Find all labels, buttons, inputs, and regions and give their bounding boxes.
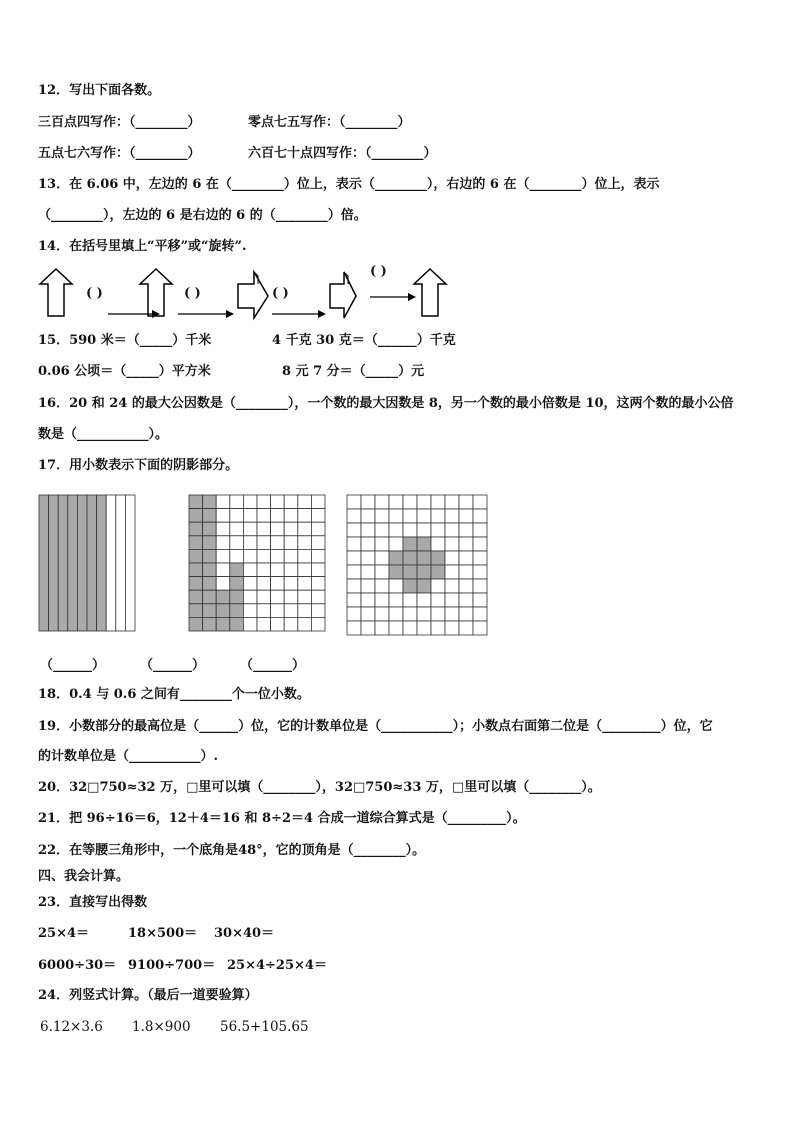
- q16-line2: 数是（___________）。: [38, 427, 169, 442]
- q15-item-a: 15．590 米＝（_____）千米: [38, 333, 212, 348]
- grid-cell: [257, 495, 271, 509]
- grid-cell: [375, 607, 389, 621]
- grid-cell: [271, 604, 285, 618]
- grid-cell: [271, 563, 285, 577]
- q23-r1-c3: 30×40＝: [214, 926, 275, 941]
- grid-cell: [298, 495, 312, 509]
- grid-cell: [284, 509, 298, 523]
- grid-cell: [203, 590, 217, 604]
- grid-cell: [417, 537, 431, 551]
- grid-cell: [417, 495, 431, 509]
- grid-cell: [431, 565, 445, 579]
- grid-cell: [445, 509, 459, 523]
- q23-r1-c1: 25×4＝: [38, 926, 90, 941]
- grid-cell: [389, 607, 403, 621]
- grid-cell: [271, 617, 285, 631]
- grid-cell: [298, 590, 312, 604]
- q17-figure-grid-cross: [346, 494, 488, 636]
- grid-cell: [389, 593, 403, 607]
- grid-cell: [271, 590, 285, 604]
- grid-cell: [459, 593, 473, 607]
- grid-cell: [284, 617, 298, 631]
- grid-cell: [203, 509, 217, 523]
- grid-cell: [230, 509, 244, 523]
- q24-title: 24．列竖式计算。（最后一道要验算）: [38, 988, 258, 1003]
- grid-cell: [445, 621, 459, 635]
- grid-cell: [389, 509, 403, 523]
- q17-figure-grid-left: [188, 494, 328, 634]
- grid-cell: [311, 549, 325, 563]
- grid-cell: [271, 577, 285, 591]
- section-4-heading: 四、我会计算。: [38, 869, 130, 884]
- grid-cell: [459, 579, 473, 593]
- grid-cell: [216, 549, 230, 563]
- grid-cell: [361, 509, 375, 523]
- grid-cell: [375, 579, 389, 593]
- grid-cell: [445, 523, 459, 537]
- grid-cell: [311, 495, 325, 509]
- grid-cell: [389, 565, 403, 579]
- q14-paren-2: ( ): [184, 286, 201, 301]
- q18-line: 18．0.4 与 0.6 之间有________个一位小数。: [38, 687, 310, 702]
- grid-cell: [473, 523, 487, 537]
- grid-cell: [417, 551, 431, 565]
- grid-cell: [459, 621, 473, 635]
- grid-cell: [403, 593, 417, 607]
- grid-cell: [473, 495, 487, 509]
- grid-cell: [473, 565, 487, 579]
- grid-cell: [473, 621, 487, 635]
- q23-r2-c1: 6000÷30＝: [38, 958, 117, 973]
- transform-arrowhead-3: [318, 310, 326, 318]
- q24-item-1: 6.12×3.6: [40, 1019, 103, 1035]
- grid-cell: [230, 522, 244, 536]
- grid-cell: [216, 590, 230, 604]
- grid-cell: [203, 549, 217, 563]
- grid-cell: [347, 621, 361, 635]
- q17-answer-1: （______）: [40, 658, 106, 673]
- q12-title: 12．写出下面各数。: [38, 83, 161, 98]
- strip-cell: [49, 495, 59, 631]
- q14-paren-3: ( ): [272, 286, 289, 301]
- grid-cell: [243, 617, 257, 631]
- grid-cell: [257, 522, 271, 536]
- grid-cell: [257, 549, 271, 563]
- grid-cell: [417, 509, 431, 523]
- grid-cell: [361, 495, 375, 509]
- grid-cell: [311, 590, 325, 604]
- grid-cell: [375, 621, 389, 635]
- grid-cell: [203, 495, 217, 509]
- grid-cell: [431, 495, 445, 509]
- grid-cell: [445, 579, 459, 593]
- grid-cell: [347, 551, 361, 565]
- grid-cell: [189, 549, 203, 563]
- q16-line1: 16．20 和 24 的最大公因数是（________），一个数的最大因数是 8，另一个数的最小倍数是 10，这两个数的最小公倍: [38, 396, 734, 411]
- grid-cell: [216, 536, 230, 550]
- grid-cell: [403, 607, 417, 621]
- strip-cell: [97, 495, 107, 631]
- strip-cell: [116, 495, 126, 631]
- grid-cell: [311, 577, 325, 591]
- grid-cell: [403, 579, 417, 593]
- grid-cell: [403, 495, 417, 509]
- grid-cell: [459, 523, 473, 537]
- grid-cell: [375, 523, 389, 537]
- grid-cell: [347, 523, 361, 537]
- strip-cell: [77, 495, 87, 631]
- up-arrow-shape-2: [140, 269, 172, 316]
- grid-cell: [361, 621, 375, 635]
- grid-cell: [243, 563, 257, 577]
- grid-cell: [347, 495, 361, 509]
- grid-cell: [347, 537, 361, 551]
- grid-cell: [257, 536, 271, 550]
- q12-item-c: 五点七六写作：（________）: [38, 146, 201, 161]
- grid-cell: [271, 509, 285, 523]
- strip-cell: [125, 495, 135, 631]
- grid-cell: [375, 509, 389, 523]
- q17-figure-strips: [38, 494, 178, 634]
- grid-cell: [257, 577, 271, 591]
- grid-cell: [431, 523, 445, 537]
- grid-cell: [216, 509, 230, 523]
- grid-cell: [216, 495, 230, 509]
- grid-cell: [230, 549, 244, 563]
- grid-cell: [189, 495, 203, 509]
- grid-cell: [189, 577, 203, 591]
- grid-cell: [311, 522, 325, 536]
- grid-cell: [298, 522, 312, 536]
- grid-cell: [284, 604, 298, 618]
- grid-cell: [203, 577, 217, 591]
- grid-cell: [445, 593, 459, 607]
- grid-cell: [417, 579, 431, 593]
- q14-title: 14．在括号里填上“平移”或“旋转”.: [38, 239, 247, 254]
- grid-cell: [431, 621, 445, 635]
- grid-cell: [459, 607, 473, 621]
- q12-item-d: 六百七十点四写作：（________）: [248, 146, 437, 161]
- grid-cell: [389, 621, 403, 635]
- grid-cell: [243, 522, 257, 536]
- grid-cell: [361, 551, 375, 565]
- grid-cell: [311, 563, 325, 577]
- grid-cell: [284, 536, 298, 550]
- q23-r1-c2: 18×500＝: [128, 926, 198, 941]
- grid-cell: [431, 509, 445, 523]
- grid-cell: [189, 536, 203, 550]
- grid-cell: [216, 577, 230, 591]
- grid-cell: [445, 607, 459, 621]
- grid-cell: [298, 563, 312, 577]
- grid-cell: [216, 563, 230, 577]
- grid-cell: [445, 551, 459, 565]
- q23-title: 23．直接写出得数: [38, 895, 148, 910]
- q13-line1: 13．在 6.06 中，左边的 6 在（________）位上，表示（________），右边的 6 在（________）位上，表示: [38, 177, 660, 192]
- q19-line2: 的计数单位是（___________）.: [38, 749, 219, 764]
- grid-cell: [347, 593, 361, 607]
- grid-cell: [473, 607, 487, 621]
- grid-cell: [389, 495, 403, 509]
- q15-item-c: 0.06 公顷＝（_____）平方米: [38, 364, 211, 379]
- grid-cell: [445, 537, 459, 551]
- grid-cell: [403, 565, 417, 579]
- strip-cell: [68, 495, 78, 631]
- q24-item-3: 56.5+105.65: [220, 1019, 309, 1035]
- grid-cell: [417, 607, 431, 621]
- q20-line: 20．32□750≈32 万，□里可以填（________），32□750≈33 万，□里可以填（________）。: [38, 780, 601, 795]
- grid-cell: [459, 537, 473, 551]
- grid-cell: [257, 617, 271, 631]
- grid-cell: [473, 551, 487, 565]
- grid-cell: [243, 495, 257, 509]
- q14-paren-1: ( ): [86, 286, 103, 301]
- grid-cell: [203, 536, 217, 550]
- grid-cell: [459, 509, 473, 523]
- grid-cell: [243, 536, 257, 550]
- grid-cell: [375, 593, 389, 607]
- grid-cell: [257, 563, 271, 577]
- grid-cell: [284, 563, 298, 577]
- transform-arrowhead-2: [226, 310, 234, 318]
- grid-cell: [403, 509, 417, 523]
- q17-title: 17．用小数表示下面的阴影部分。: [38, 458, 239, 473]
- grid-cell: [298, 549, 312, 563]
- transform-arrowhead-1: [152, 310, 160, 318]
- grid-cell: [230, 577, 244, 591]
- grid-cell: [431, 551, 445, 565]
- grid-cell: [243, 549, 257, 563]
- strip-cell: [106, 495, 116, 631]
- grid-cell: [417, 565, 431, 579]
- grid-cell: [284, 522, 298, 536]
- grid-cell: [243, 604, 257, 618]
- grid-cell: [431, 579, 445, 593]
- grid-cell: [347, 607, 361, 621]
- grid-cell: [271, 549, 285, 563]
- grid-cell: [230, 617, 244, 631]
- grid-cell: [230, 563, 244, 577]
- q17-answer-2: （______）: [140, 658, 206, 673]
- q24-item-2: 1.8×900: [132, 1019, 191, 1035]
- grid-cell: [361, 523, 375, 537]
- grid-cell: [361, 607, 375, 621]
- q22-line: 22．在等腰三角形中，一个底角是48°，它的顶角是（________）。: [38, 843, 426, 858]
- grid-cell: [403, 523, 417, 537]
- grid-cell: [189, 617, 203, 631]
- grid-cell: [375, 551, 389, 565]
- grid-cell: [230, 590, 244, 604]
- grid-cell: [243, 509, 257, 523]
- grid-cell: [189, 563, 203, 577]
- grid-cell: [375, 565, 389, 579]
- grid-cell: [417, 523, 431, 537]
- grid-cell: [216, 604, 230, 618]
- grid-cell: [459, 551, 473, 565]
- grid-cell: [403, 621, 417, 635]
- grid-cell: [189, 522, 203, 536]
- q15-item-d: 8 元 7 分＝（_____）元: [282, 364, 425, 379]
- grid-cell: [389, 523, 403, 537]
- grid-cell: [473, 537, 487, 551]
- grid-cell: [257, 604, 271, 618]
- grid-cell: [298, 604, 312, 618]
- grid-cell: [189, 590, 203, 604]
- grid-cell: [298, 617, 312, 631]
- grid-cell: [271, 495, 285, 509]
- grid-cell: [311, 509, 325, 523]
- grid-cell: [203, 522, 217, 536]
- q21-line: 21．把 96÷16＝6，12＋4＝16 和 8÷2＝4 合成一道综合算式是（_________）。: [38, 811, 526, 826]
- grid-cell: [361, 565, 375, 579]
- grid-cell: [403, 551, 417, 565]
- q12-item-b: 零点七五写作：（________）: [248, 115, 411, 130]
- grid-cell: [389, 579, 403, 593]
- q14-paren-4: ( ): [370, 264, 387, 279]
- grid-cell: [473, 509, 487, 523]
- up-arrow-shape-1: [40, 269, 72, 316]
- grid-cell: [375, 495, 389, 509]
- q23-r2-c2: 9100÷700＝: [128, 958, 216, 973]
- q12-item-a: 三百点四写作：（________）: [38, 115, 201, 130]
- grid-cell: [375, 537, 389, 551]
- grid-cell: [216, 522, 230, 536]
- grid-cell: [257, 509, 271, 523]
- q15-item-b: 4 千克 30 克＝（______）千克: [272, 333, 456, 348]
- q23-r2-c3: 25×4÷25×4＝: [227, 958, 327, 973]
- grid-cell: [230, 604, 244, 618]
- grid-cell: [284, 577, 298, 591]
- grid-cell: [389, 551, 403, 565]
- grid-cell: [459, 565, 473, 579]
- grid-cell: [347, 579, 361, 593]
- grid-cell: [311, 604, 325, 618]
- grid-cell: [431, 537, 445, 551]
- grid-cell: [431, 593, 445, 607]
- q17-answer-3: （______）: [240, 658, 306, 673]
- grid-cell: [389, 537, 403, 551]
- grid-cell: [298, 509, 312, 523]
- grid-cell: [417, 593, 431, 607]
- grid-cell: [445, 565, 459, 579]
- grid-cell: [284, 549, 298, 563]
- grid-cell: [216, 617, 230, 631]
- grid-cell: [189, 604, 203, 618]
- grid-cell: [203, 604, 217, 618]
- right-arrow-shape-1: [238, 272, 268, 318]
- grid-cell: [311, 536, 325, 550]
- grid-cell: [473, 579, 487, 593]
- q13-line2: （________），左边的 6 是右边的 6 的（________）倍。: [38, 208, 367, 223]
- grid-cell: [203, 617, 217, 631]
- grid-cell: [311, 617, 325, 631]
- transform-arrowhead-4: [408, 293, 416, 301]
- grid-cell: [243, 577, 257, 591]
- grid-cell: [473, 593, 487, 607]
- right-arrow-shape-2: [330, 272, 356, 318]
- grid-cell: [257, 590, 271, 604]
- grid-cell: [271, 536, 285, 550]
- grid-cell: [431, 607, 445, 621]
- grid-cell: [271, 522, 285, 536]
- grid-cell: [298, 536, 312, 550]
- q19-line1: 19．小数部分的最高位是（______）位，它的计数单位是（___________）；小数点右面第二位是（_________）位，它: [38, 719, 713, 734]
- strip-cell: [39, 495, 49, 631]
- grid-cell: [298, 577, 312, 591]
- grid-cell: [189, 509, 203, 523]
- grid-cell: [347, 565, 361, 579]
- grid-cell: [203, 563, 217, 577]
- grid-cell: [445, 495, 459, 509]
- grid-cell: [284, 495, 298, 509]
- strip-cell: [87, 495, 97, 631]
- grid-cell: [361, 579, 375, 593]
- grid-cell: [230, 536, 244, 550]
- grid-cell: [417, 621, 431, 635]
- grid-cell: [403, 537, 417, 551]
- up-arrow-shape-3: [414, 269, 446, 316]
- strip-cell: [58, 495, 68, 631]
- grid-cell: [243, 590, 257, 604]
- grid-cell: [361, 593, 375, 607]
- grid-cell: [459, 495, 473, 509]
- grid-cell: [347, 509, 361, 523]
- grid-cell: [230, 495, 244, 509]
- grid-cell: [361, 537, 375, 551]
- grid-cell: [284, 590, 298, 604]
